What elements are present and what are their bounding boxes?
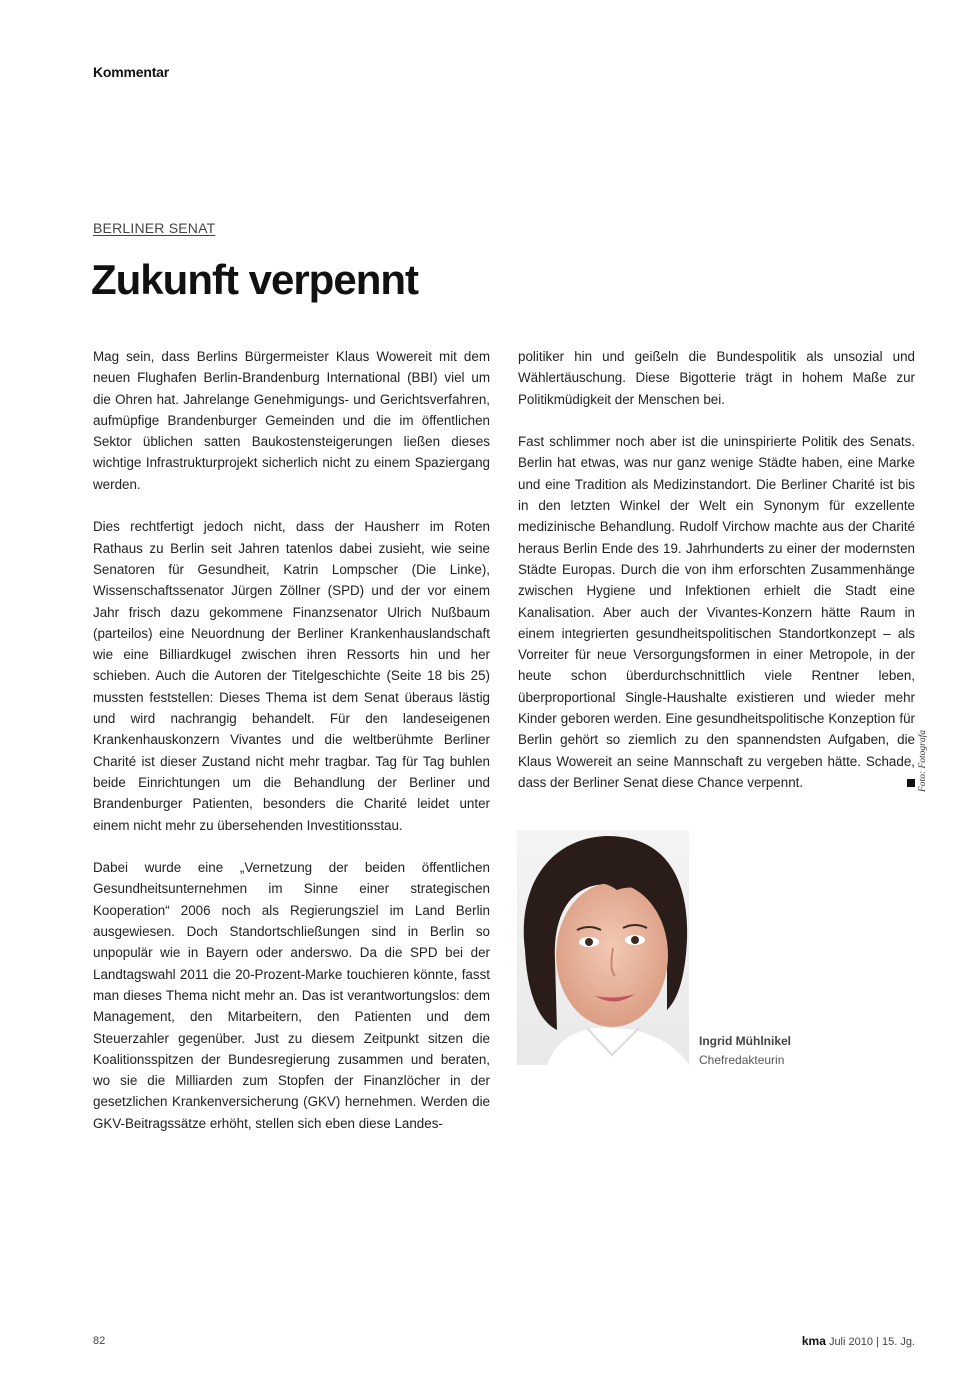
footer-separator: | bbox=[876, 1336, 879, 1348]
page-number: 82 bbox=[93, 1335, 106, 1347]
paragraph: Dabei wurde eine „Vernetzung der beiden öffentlichen Gesundheitsunternehmen im Sinne einer strategischen Kooperation“ 2006 noch als Regierungsziel im Land Berlin ausgewiesen. Doch Standortschließungen sind in Berlin so unpopulär wie in Bayern oder anderswo. Da die SPD bei der Landtagswahl 2011 die 20-Prozent-Marke touchieren könnte, fasst man dieses Thema nicht mehr an. Das ist verantwortungslos: dem Management, den Mitarbeitern, den Patienten und dem Steuerzahler gegenüber. Just zu diesem Zeitpunkt sitzen die Koalitionsspitzen der Bundesregierung zusammen und beraten, wo sie die Milliarden zum Stopfen der Finanzlöcher in der gesetzlichen Krankenversicherung (GKV) hernehmen. Werden die GKV-Beitragssätze erhöht, stellen sich eben diese Landes- bbox=[93, 860, 490, 1131]
article-kicker: BERLINER SENAT bbox=[93, 220, 216, 236]
section-label: Kommentar bbox=[93, 64, 169, 80]
paragraph: Dies rechtfertigt jedoch nicht, dass der Hausherr im Roten Rathaus zu Berlin seit Jahren tatenlos dabei zusieht, wie seine Senatoren für Gesundheit, Katrin Lompscher (Die Linke), Wissenschaftssenator Jürgen Zöllner (SPD) und der vor einem Jahr frisch dazu gekommene Finanzsenator Ulrich Nußbaum (parteilos) eine Neuordnung der Berliner Krankenhauslandschaft wie eine Billiardkugel zwischen ihren Ressorts hin und her schieben. Auch die Autoren der Titelgeschichte (Seite 18 bis 25) mussten feststellen: Dieses Thema ist dem Senat überaus lästig und wird nachrangig behandelt. Für den landeseigenen Krankenhauskonzern Vivantes und die weltberühmte Berliner Charité ist dieser Zustand nicht mehr tragbar. Tag für Tag buhlen beide Einrichtungen um die Behandlung der Berliner und Brandenburger Patienten, besonders die Charité leidet unter einem nicht mehr zu übersehenden Investitionsstau. bbox=[93, 519, 490, 833]
portrait-photo-icon bbox=[517, 830, 689, 1065]
magazine-brand: kma bbox=[801, 1334, 826, 1348]
paragraph-last bbox=[518, 431, 915, 793]
author-name: Ingrid Mühlnikel bbox=[699, 1034, 791, 1048]
paragraph: politiker hin und geißeln die Bundespolitik als unsozial und Wählertäuschung. Diese Bigotterie trägt in hohem Maße zur Politikmüdigkeit der Menschen bei. bbox=[518, 349, 915, 407]
issue-volume: 15. Jg. bbox=[881, 1336, 915, 1348]
issue-date: Juli 2010 bbox=[828, 1336, 873, 1348]
paragraph-text: Fast schlimmer noch aber ist die uninspirierte Politik des Senats. Berlin hat etwas, was nur ganz wenige Städte haben, eine Marke und eine Tradition als Medizinstandort. Die Berliner Charité ist bis in den letzten Winkel der Welt ein Synonym für exzellente medizinische Behandlung. Rudolf Virchow machte aus der Charité heraus Berlin Ende des 19. Jahrhunderts zu einer der modernsten Städte Europas. Durch die von ihm erforschten Zusammenhänge zwischen Hygiene und Infektionen erhielt die Stadt eine Kanalisation. Aber auch der Vivantes-Konzern hätte Raum in einem integrierten gesundheitspolitischen Standortkonzept – als Vorreiter für neue Versorgungsformen in einer Metropole, in der heute schon überdurchschnittlich viele Rentner leben, überproportional Single-Haushalte existieren und wieder mehr Kinder geboren werden. Eine gesundheitspolitische Konzeption für Berlin gehört so ziemlich zu den spannendsten Aufgaben, die Klaus Wowereit an seine Mannschaft zu vergeben hätte. Schade, dass der Berliner Senat diese Chance verpennt. bbox=[518, 434, 915, 790]
article-headline: Zukunft verpennt bbox=[91, 256, 418, 303]
author-role: Chefredakteurin bbox=[699, 1053, 785, 1067]
photo-credit bbox=[918, 722, 932, 792]
footer-issue-info bbox=[802, 1334, 915, 1348]
photo-credit-text: Foto: Fotografa bbox=[918, 729, 928, 792]
end-mark-icon bbox=[907, 779, 915, 787]
article-column-right bbox=[518, 346, 915, 815]
article-column-left bbox=[93, 346, 490, 1155]
paragraph: Mag sein, dass Berlins Bürgermeister Klaus Wowereit mit dem neuen Flughafen Berlin-Brandenburg International (BBI) viel um die Ohren hat. Jahrelange Genehmigungs- und Gerichtsverfahren, aufmüpfige Brandenburger Gemeinden und die im öffentlichen Sektor üblichen satten Baukostensteigerungen ließen dieses wichtige Infrastrukturprojekt sicherlich nicht zu einem Spaziergang werden. bbox=[93, 349, 490, 492]
author-portrait bbox=[517, 830, 689, 1065]
